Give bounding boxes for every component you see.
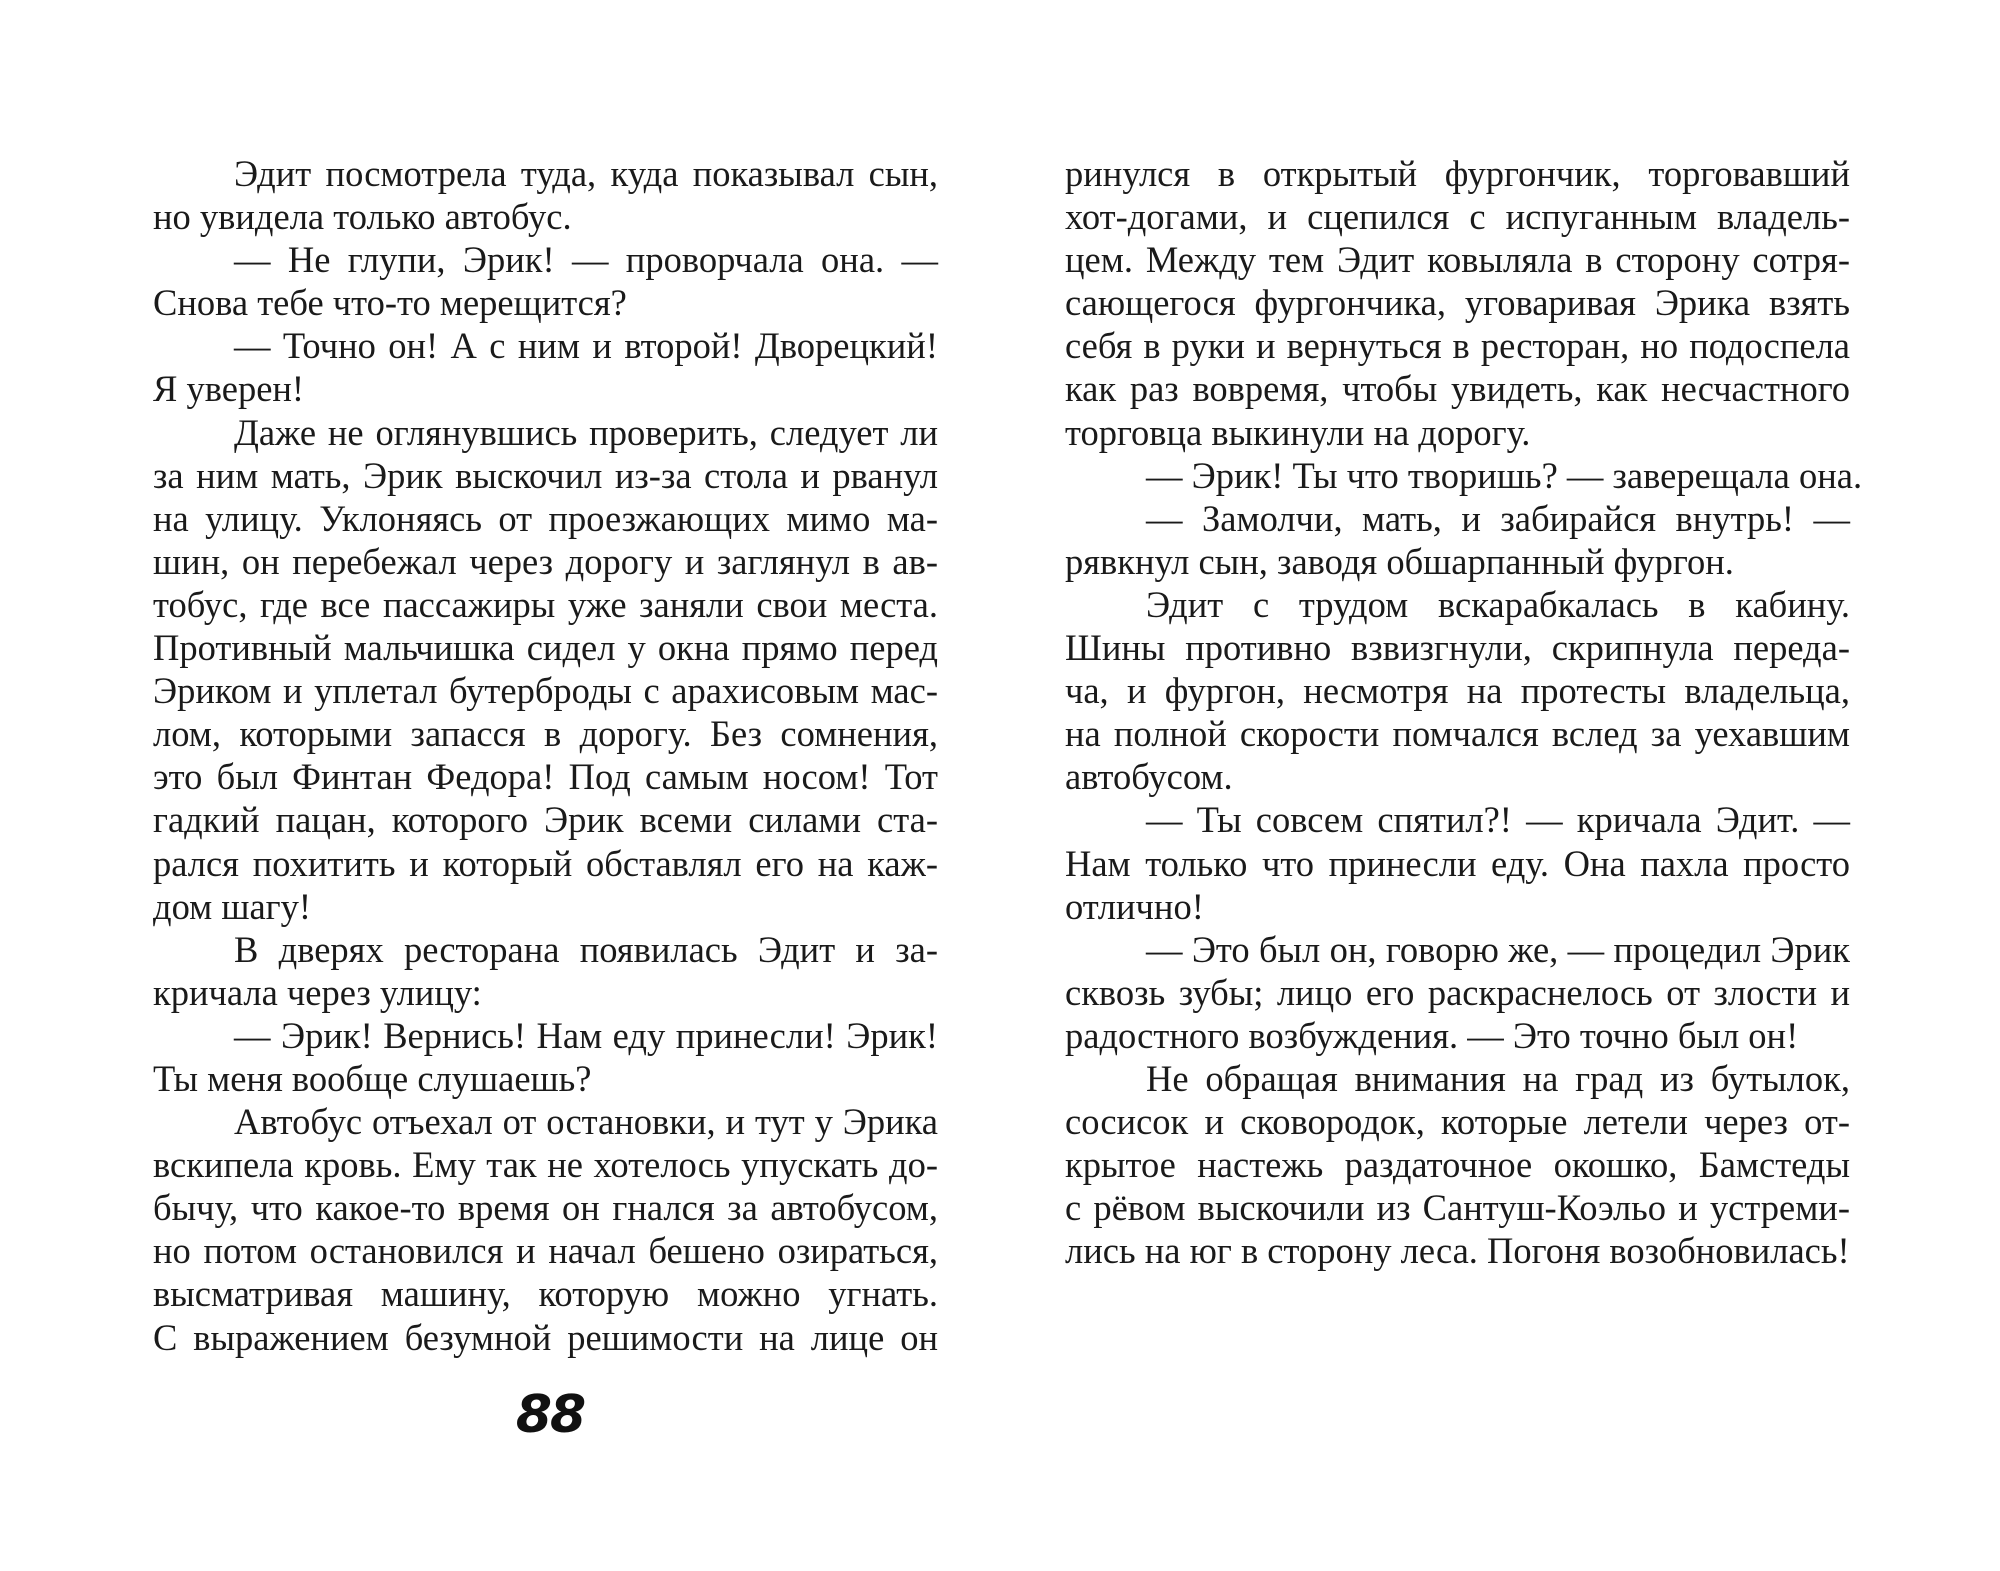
text-line: лом, которыми запасся в дорогу. Без сомнения, bbox=[153, 713, 938, 755]
text-line: Эриком и уплетал бутерброды с арахисовым мас- bbox=[153, 670, 938, 712]
text-line: высматривая машину, которую можно угнать. bbox=[153, 1273, 938, 1315]
text-line: Эдит посмотрела туда, куда показывал сын, bbox=[234, 153, 938, 194]
text-line: — Эрик! Вернись! Нам еду принесли! Эрик! bbox=[234, 1014, 938, 1056]
text-line: сквозь зубы; лицо его раскраснелось от злости и bbox=[1065, 971, 1850, 1013]
text-line: рался похитить и который обставлял его на каж- bbox=[153, 842, 938, 884]
text-line: сающегося фургончика, уговаривая Эрика взять bbox=[1065, 282, 1850, 324]
text-line: хот-догами, и сцепился с испуганным владель- bbox=[1065, 196, 1850, 238]
text-line: себя в руки и вернуться в ресторан, но подоспела bbox=[1065, 325, 1850, 367]
text-line: ринулся в открытый фургончик, торговавший bbox=[1065, 153, 1850, 194]
text-line: — Эрик! Ты что творишь? — заверещала она. bbox=[1146, 454, 1863, 496]
text-line: торговца выкинули на дорогу. bbox=[1065, 411, 1531, 453]
text-line: сосисок и сковородок, которые летели через от- bbox=[1065, 1101, 1850, 1143]
text-line: — Замолчи, мать, и забирайся внутрь! — bbox=[1146, 497, 1850, 539]
text-line: Не обращая внимания на град из бутылок, bbox=[1146, 1057, 1850, 1099]
text-line: автобусом. bbox=[1065, 756, 1233, 798]
text-line: цем. Между тем Эдит ковыляла в сторону сотря- bbox=[1065, 239, 1850, 281]
text-line: — Это был он, говорю же, — процедил Эрик bbox=[1146, 928, 1850, 970]
text-line: Противный мальчишка сидел у окна прямо перед bbox=[153, 627, 938, 669]
text-line: гадкий пацан, которого Эрик всеми силами ста- bbox=[153, 799, 938, 841]
text-line: кричала через улицу: bbox=[153, 971, 482, 1013]
text-line: Эдит с трудом вскарабкалась в кабину. bbox=[1146, 583, 1850, 625]
text-line: Шины противно взвизгнули, скрипнула переда- bbox=[1065, 627, 1850, 669]
text-line: отлично! bbox=[1065, 885, 1204, 927]
text-line: Снова тебе что-то мерещится? bbox=[153, 282, 627, 324]
text-line: на полной скорости помчался вслед за уехавшим bbox=[1065, 713, 1850, 755]
text-line: Автобус отъехал от остановки, и тут у Эрика bbox=[234, 1101, 938, 1143]
text-line: тобус, где все пассажиры уже заняли свои места. bbox=[153, 583, 938, 625]
text-line: но увидела только автобус. bbox=[153, 196, 572, 238]
text-line: Даже не оглянувшись проверить, следует ли bbox=[234, 411, 938, 453]
page-number: 88 bbox=[515, 1385, 585, 1445]
text-line: рявкнул сын, заводя обшарпанный фургон. bbox=[1065, 540, 1734, 582]
text-line: дом шагу! bbox=[153, 885, 312, 927]
text-line: за ним мать, Эрик выскочил из-за стола и рванул bbox=[153, 454, 938, 496]
text-line: Ты меня вообще слушаешь? bbox=[153, 1057, 592, 1099]
text-line: как раз вовремя, чтобы увидеть, как несчастного bbox=[1065, 368, 1850, 410]
text-line: крытое настежь раздаточное окошко, Бамстеды bbox=[1065, 1144, 1850, 1186]
text-line: С выражением безумной решимости на лице он bbox=[153, 1316, 938, 1358]
text-line: с рёвом выскочили из Сантуш-Коэльо и устреми- bbox=[1065, 1187, 1850, 1229]
text-line: на улицу. Уклоняясь от проезжающих мимо ма- bbox=[153, 497, 938, 539]
text-line: Нам только что принесли еду. Она пахла просто bbox=[1065, 842, 1850, 884]
text-line: но потом остановился и начал бешено озираться, bbox=[153, 1230, 938, 1272]
text-line: вскипела кровь. Ему так не хотелось упускать до- bbox=[153, 1144, 938, 1186]
text-line: — Не глупи, Эрик! — проворчала она. — bbox=[234, 239, 938, 281]
text-line: бычу, что какое-то время он гнался за автобусом, bbox=[153, 1187, 938, 1229]
text-line: шин, он перебежал через дорогу и заглянул в ав- bbox=[153, 540, 938, 582]
left-text-column bbox=[153, 152, 938, 1359]
text-line: В дверях ресторана появилась Эдит и за- bbox=[234, 928, 938, 970]
text-line: радостного возбуждения. — Это точно был он! bbox=[1065, 1014, 1799, 1056]
text-line: это был Финтан Федора! Под самым носом! Тот bbox=[153, 756, 938, 798]
text-line: ча, и фургон, несмотря на протесты владельца, bbox=[1065, 670, 1850, 712]
text-line: — Точно он! А с ним и второй! Дворецкий! bbox=[234, 325, 938, 367]
text-line: — Ты совсем спятил?! — кричала Эдит. — bbox=[1146, 799, 1850, 841]
right-text-column bbox=[1065, 152, 1863, 1272]
text-line: лись на юг в сторону леса. Погоня возобновилась! bbox=[1065, 1230, 1850, 1272]
text-line: Я уверен! bbox=[153, 368, 305, 410]
